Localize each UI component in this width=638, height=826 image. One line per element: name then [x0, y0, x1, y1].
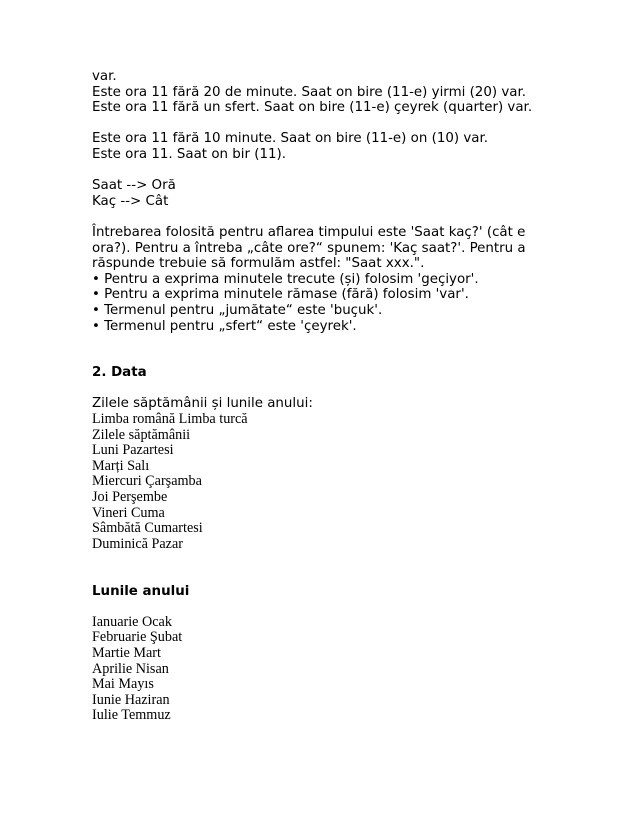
list-item: Mai Mayıs — [92, 676, 154, 693]
list-item: Iunie Haziran — [92, 691, 170, 708]
list-item: Ianuarie Ocak — [92, 613, 172, 630]
column-label: Limba română Limba turcă — [92, 411, 248, 428]
list-item: Februarie Şubat — [92, 629, 183, 646]
list-item: Aprilie Nisan — [92, 660, 169, 677]
text-line: Este ora 11 fără 20 de minute. Saat on bire (11-e) yirmi (20) var. — [92, 84, 526, 100]
list-title: Zilele săptămânii — [92, 426, 191, 443]
bullet-item: • Termenul pentru „jumătate“ este 'buçuk'. — [92, 302, 383, 318]
vocab-line: Saat --> Oră — [92, 178, 176, 194]
explanation-line: Întrebarea folosită pentru aflarea timpului este 'Saat kaç?' (cât e — [92, 224, 526, 240]
list-item: Martie Mart — [92, 644, 161, 661]
list-item: Marți Salı — [92, 457, 150, 474]
list-item: Sâmbătă Cumartesi — [92, 520, 203, 537]
list-item: Duminică Pazar — [92, 535, 183, 552]
spacer — [92, 209, 612, 225]
section-heading: 2. Data — [92, 365, 147, 381]
list-item: Vineri Cuma — [92, 504, 165, 521]
spacer — [92, 568, 612, 584]
list-item: Iulie Temmuz — [92, 707, 171, 724]
text-line: var. — [92, 69, 117, 84]
spacer — [92, 552, 612, 568]
list-item: Joi Perşembe — [92, 489, 168, 506]
section-heading: Lunile anului — [92, 583, 190, 599]
text-line: Este ora 11 fără un sfert. Saat on bire (11-e) çeyrek (quarter) var. — [92, 100, 533, 116]
spacer — [92, 163, 612, 179]
vocab-line: Kaç --> Cât — [92, 193, 169, 209]
list-item: Miercuri Çarşamba — [92, 473, 202, 490]
bullet-item: • Termenul pentru „sfert“ este 'çeyrek'. — [92, 318, 357, 334]
spacer — [92, 334, 612, 350]
spacer — [92, 116, 612, 132]
spacer — [92, 381, 612, 397]
bullet-item: • Pentru a exprima minutele trecute (și) folosim 'geçiyor'. — [92, 271, 479, 287]
list-item: Luni Pazartesi — [92, 442, 174, 459]
text-line: Este ora 11. Saat on bir (11). — [92, 146, 286, 162]
bullet-item: • Pentru a exprima minutele rămase (fără) folosim 'var'. — [92, 287, 469, 303]
text-line: Este ora 11 fără 10 minute. Saat on bire (11-e) on (10) var. — [92, 131, 488, 147]
spacer — [92, 350, 612, 366]
explanation-line: răspunde trebuie să formulăm astfel: "Saat xxx.". — [92, 256, 425, 272]
spacer — [92, 599, 612, 615]
explanation-line: ora?). Pentru a întreba „câte ore?“ spunem: 'Kaç saat?'. Pentru a — [92, 240, 526, 256]
document-page — [92, 69, 612, 724]
section-intro: Zilele săptămânii și lunile anului: — [92, 396, 313, 412]
